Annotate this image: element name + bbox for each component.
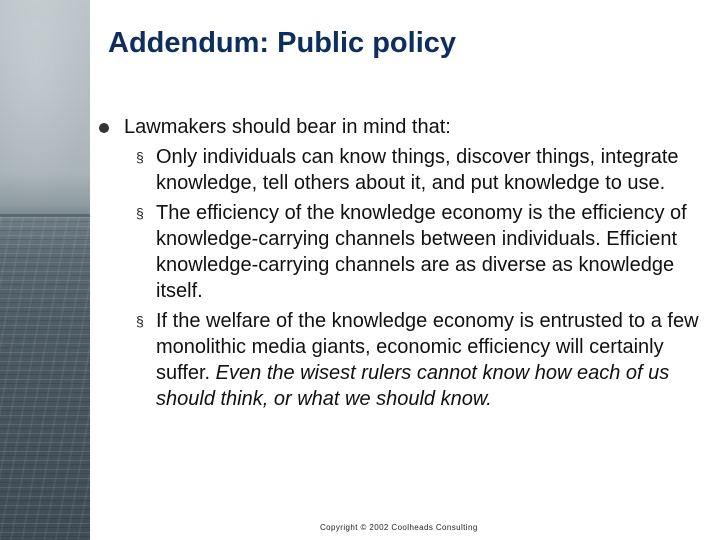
bullet-lawmakers <box>96 114 706 140</box>
section-bullet-icon: § <box>136 313 144 329</box>
sub-bullet-individuals <box>96 144 706 196</box>
sub-bullet-efficiency <box>96 200 706 304</box>
slide-title: Addendum: Public policy <box>108 27 457 59</box>
copyright-notice: Copyright © 2002 Coolheads Consulting <box>320 523 478 532</box>
sub-bullet-welfare <box>96 308 706 412</box>
water-ripples <box>0 217 90 540</box>
sub-bullet-text: Only individuals can know things, discover things, integrate knowledge, tell others about it, and put knowledge to use. <box>156 146 679 194</box>
section-bullet-icon: § <box>136 149 144 165</box>
sub-bullet-text: If the welfare of the knowledge economy is entrusted to a few monolithic media giants, economic efficiency will certainly suffer. <box>156 310 699 384</box>
sky-area <box>0 0 90 210</box>
sub-bullet-emphasis: Even the wisest rulers cannot know how each of us should think, or what we should know. <box>156 362 670 410</box>
sub-bullet-list <box>96 144 706 412</box>
round-bullet-icon <box>99 123 109 133</box>
sub-bullet-text: The efficiency of the knowledge economy is the efficiency of knowledge-carrying channels between individuals. Efficient knowledge-carrying channels are as diverse as knowledge itself. <box>156 202 687 302</box>
slide-body <box>96 114 706 412</box>
section-bullet-icon: § <box>136 205 144 221</box>
bullet-text: Lawmakers should bear in mind that: <box>124 116 451 138</box>
ocean-photo-strip <box>0 0 90 540</box>
